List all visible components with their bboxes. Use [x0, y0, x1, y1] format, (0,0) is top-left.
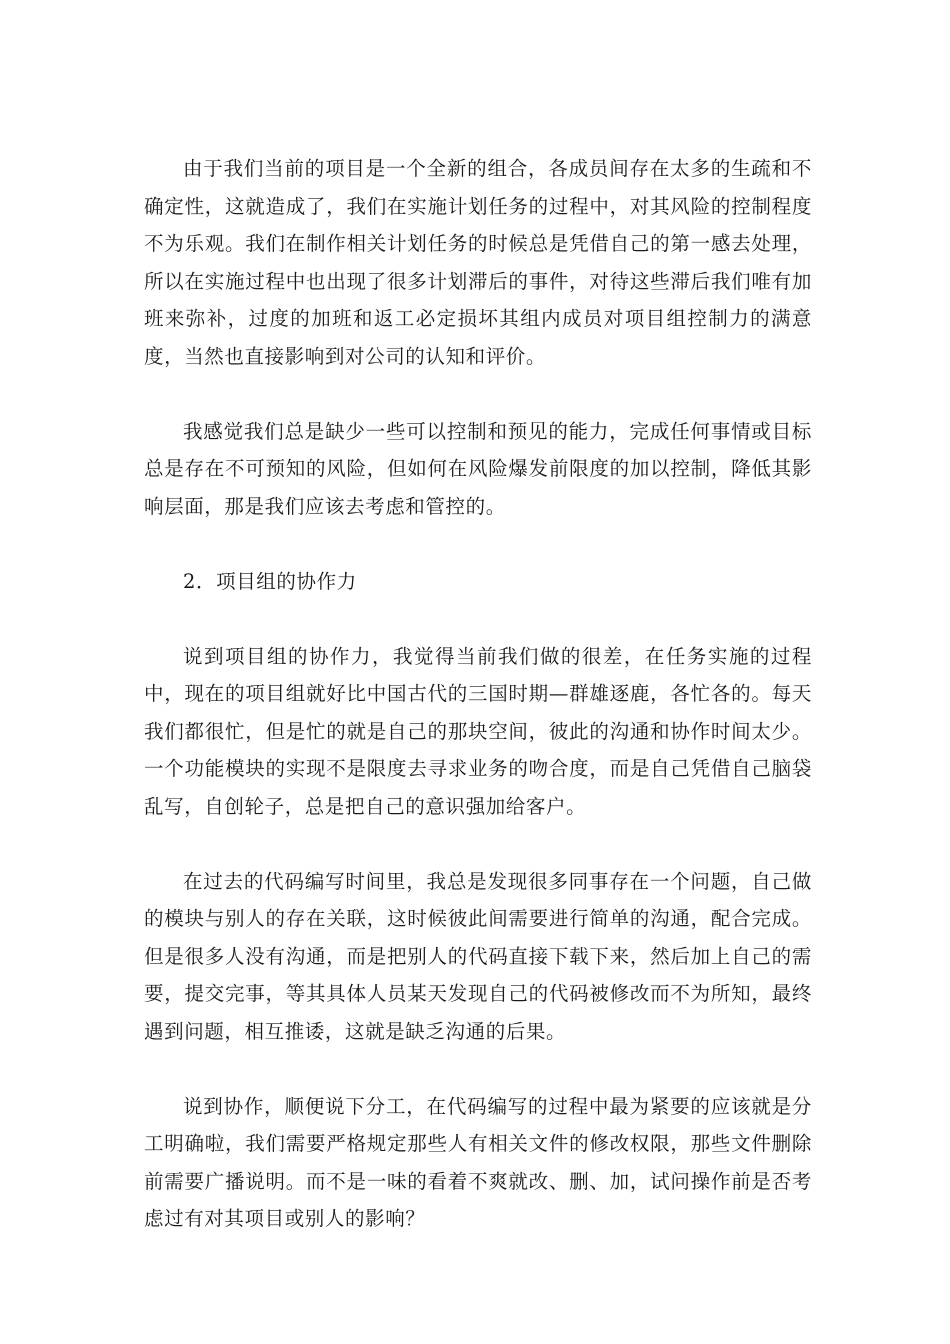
paragraph-collaboration: 说到项目组的协作力，我觉得当前我们做的很差，在任务实施的过程中，现在的项目组就好比中国古代的三国时期—群雄逐鹿，各忙各的。每天我们都很忙，但是忙的就是自己的那块空间，彼此的沟通和协作时间太少。一个功能模块的实现不是限度去寻求业务的吻合度，而是自己凭借自己脑袋乱写，自创轮子，总是把自己的意识强加给客户。 [144, 644, 812, 818]
paragraph-communication: 在过去的代码编写时间里，我总是发现很多同事存在一个问题，自己做的模块与别人的存在关联，这时候彼此间需要进行简单的沟通，配合完成。但是很多人没有沟通，而是把别人的代码直接下载下来，然后加上自己的需要，提交完事，等其具体人员某天发现自己的代码被修改而不为所知，最终遇到问题，相互推诿，这就是缺乏沟通的后果。 [144, 869, 812, 1043]
paragraph-division-of-labor: 说到协作，顺便说下分工，在代码编写的过程中最为紧要的应该就是分工明确啦，我们需要严格规定那些人有相关文件的修改权限，那些文件删除前需要广播说明。而不是一味的看着不爽就改、删、加，试问操作前是否考虑过有对其项目或别人的影响？ [144, 1094, 812, 1230]
section-heading: 2．项目组的协作力 [183, 569, 357, 593]
document-body [144, 150, 812, 1275]
paragraph-risk-prediction: 我感觉我们总是缺少一些可以控制和预见的能力，完成任何事情或目标总是存在不可预知的风险，但如何在风险爆发前限度的加以控制，降低其影响层面，那是我们应该去考虑和管控的。 [144, 419, 812, 518]
paragraph-risk-control: 由于我们当前的项目是一个全新的组合，各成员间存在太多的生疏和不确定性，这就造成了，我们在实施计划任务的过程中，对其风险的控制程度不为乐观。我们在制作相关计划任务的时候总是凭借自己的第一感去处理，所以在实施过程中也出现了很多计划滞后的事件，对待这些滞后我们唯有加班来弥补，过度的加班和返工必定损坏其组内成员对项目组控制力的满意度，当然也直接影响到对公司的认知和评价。 [144, 157, 812, 368]
